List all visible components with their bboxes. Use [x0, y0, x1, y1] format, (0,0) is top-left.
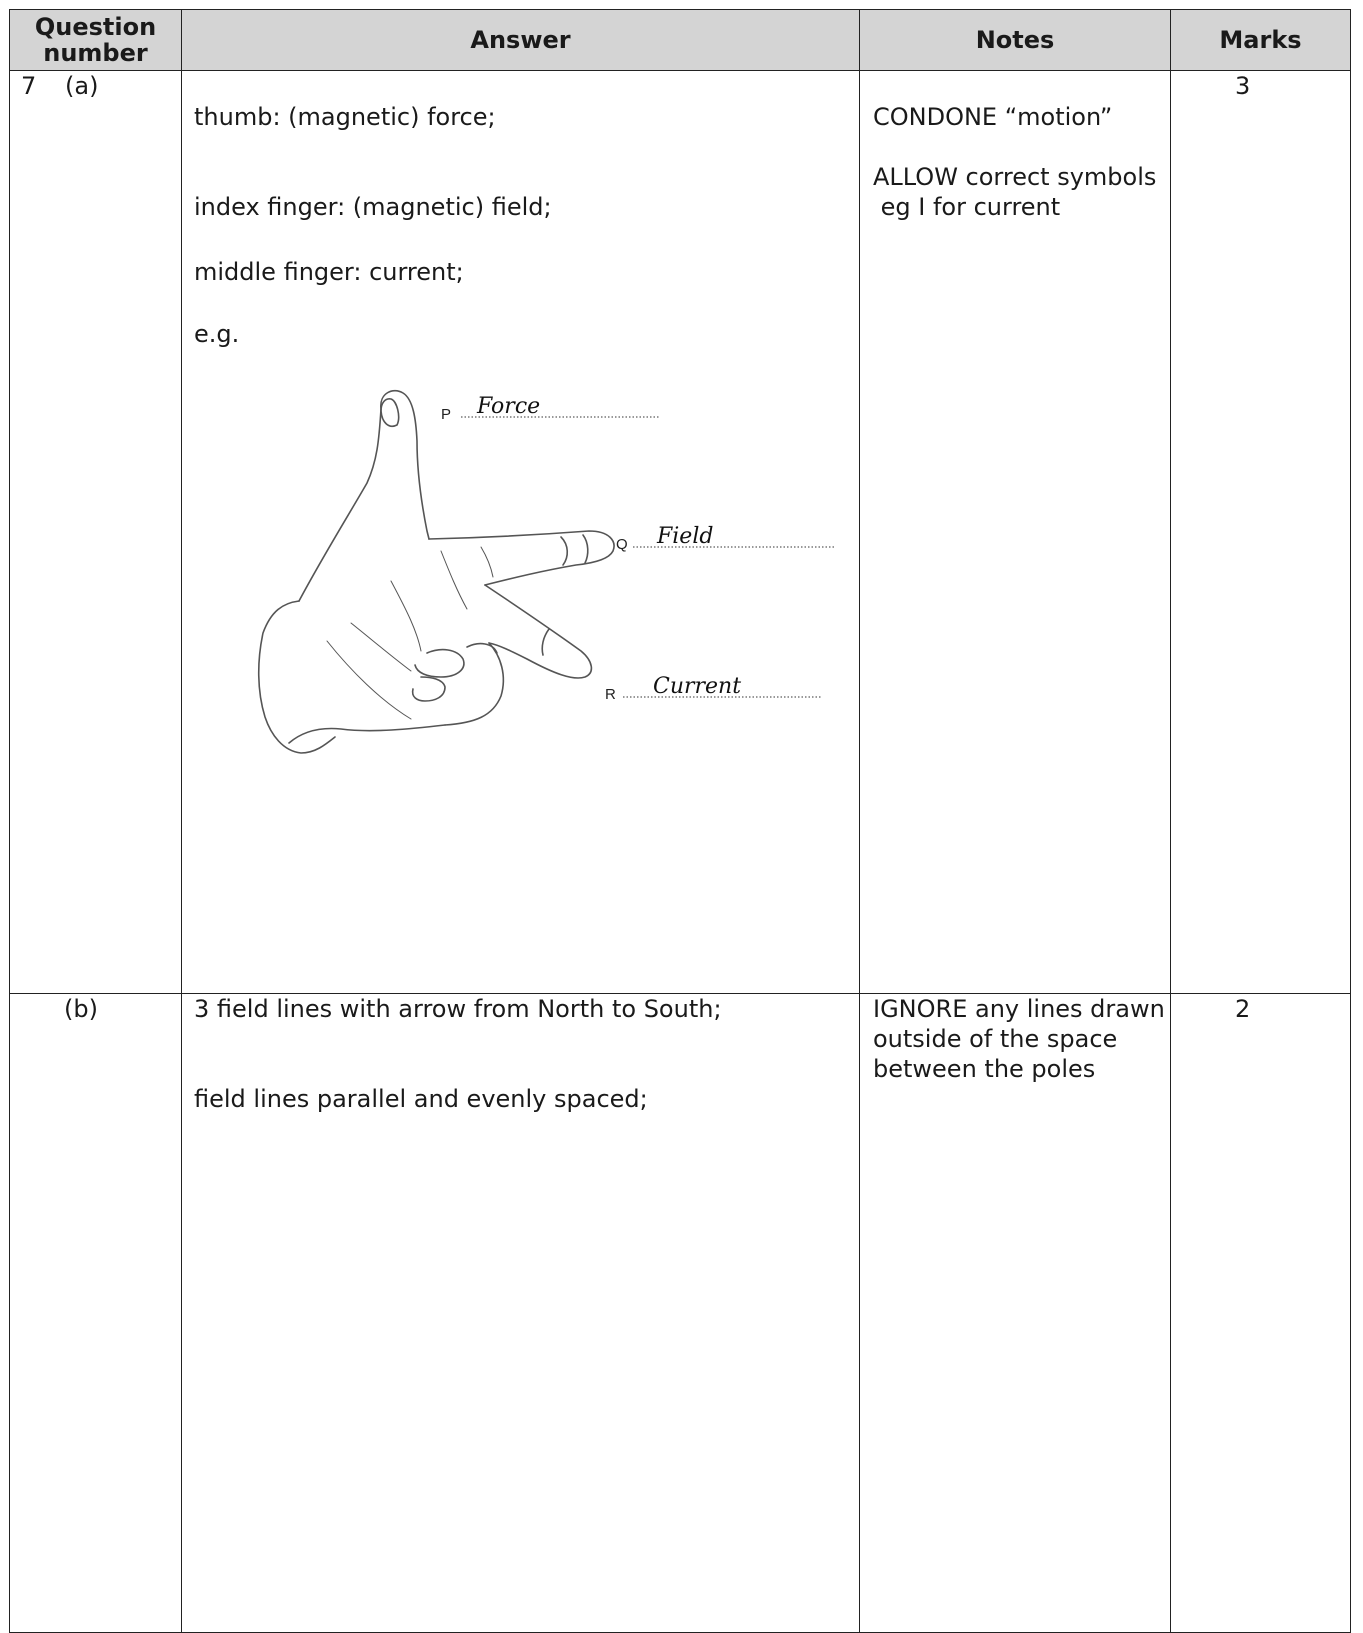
notes-a-line-1: CONDONE “motion”	[873, 103, 1113, 131]
figure-label-force: Force	[477, 394, 541, 419]
header-marks: Marks	[1170, 9, 1351, 71]
mark-scheme-table	[9, 9, 1351, 1629]
row-a-marks-cell	[1170, 70, 1351, 994]
header-question-number: Question number	[9, 9, 182, 71]
answer-a-line-index: index finger: (magnetic) field;	[194, 193, 552, 221]
figure-letter-q: Q	[616, 536, 628, 553]
figure-letter-p: P	[441, 406, 452, 423]
figure-label-field: Field	[657, 524, 714, 549]
notes-a-line-3: eg I for current	[873, 193, 1061, 221]
marks-b: 2	[1235, 995, 1251, 1023]
answer-a-line-middle: middle finger: current;	[194, 258, 464, 286]
header-notes: Notes	[859, 9, 1171, 71]
notes-b-line-1: IGNORE any lines drawn	[873, 995, 1165, 1023]
marks-a: 3	[1235, 72, 1251, 100]
answer-b-line-2: field lines parallel and evenly spaced;	[194, 1085, 648, 1113]
question-number: 7	[21, 72, 37, 100]
question-part-b: (b)	[64, 995, 98, 1023]
row-a-question-cell	[9, 70, 182, 994]
header-answer: Answer	[181, 9, 860, 71]
left-hand-rule-figure	[231, 371, 841, 756]
notes-b-line-3: between the poles	[873, 1055, 1096, 1083]
figure-label-current: Current	[653, 674, 742, 699]
answer-b-line-1: 3 field lines with arrow from North to South;	[194, 995, 722, 1023]
row-b-marks-cell	[1170, 993, 1351, 1633]
answer-a-line-eg: e.g.	[194, 320, 240, 348]
figure-letter-r: R	[605, 686, 616, 703]
row-b-notes-cell	[859, 993, 1171, 1633]
question-part-a: (a)	[65, 72, 99, 100]
notes-b-line-2: outside of the space	[873, 1025, 1118, 1053]
answer-a-line-thumb: thumb: (magnetic) force;	[194, 103, 496, 131]
row-b-question-cell	[9, 993, 182, 1633]
notes-a-line-2: ALLOW correct symbols	[873, 163, 1157, 191]
